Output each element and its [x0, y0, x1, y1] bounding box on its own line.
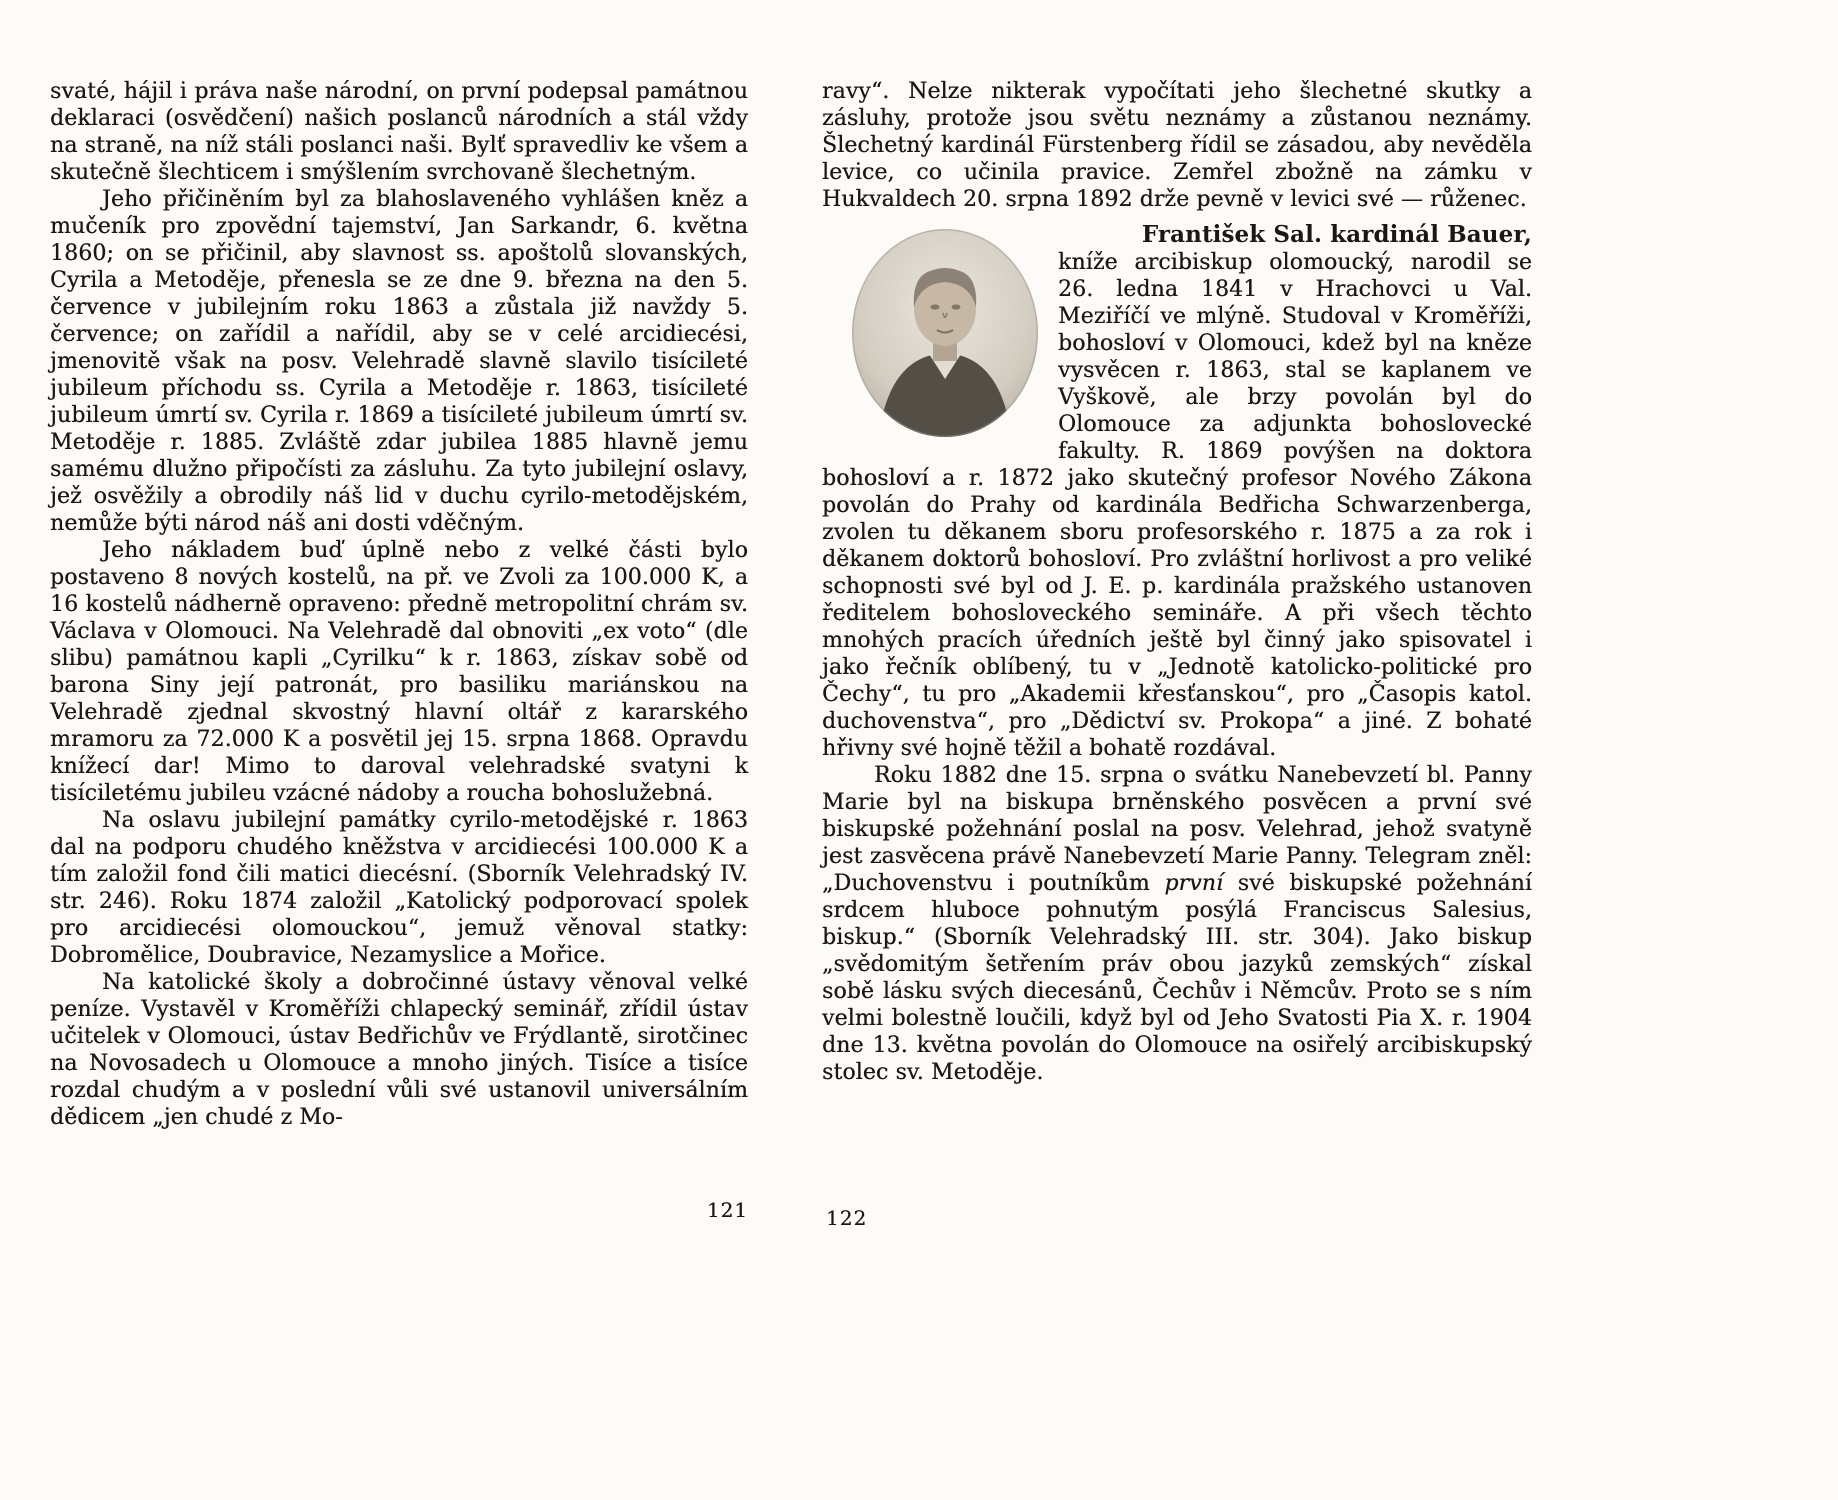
paragraph: kníže arcibiskup olomoucký, narodil se 26. ledna 1841 v Hrachovci u Val. Meziříčí ve mlýně. Studoval v Kroměříži, bohosloví v Olomouci, kdež byl na kněze vysvěcen r. 1863, stal se kaplanem ve Vyškově, ale brzy povolán byl do Olomouce za adjunkta bohoslovecké fakulty. R. 1869 povýšen na doktora bohosloví a r. 1872 jako skutečný profesor Nového Zákona povolán do Prahy od kardinála Bedřicha Schwarzenberga, zvolen tu děkanem sboru profesorského r. 1875 a za rok i děkanem doktorů bohosloví. Pro zvláštní horlivost a pro veliké schopnosti své byl od J. E. p. kardinála pražského ustanoven ředitelem bohosloveckého semináře. A při všech těchto mnohých pracích úředních ještě byl činný jako spisovatel i jako řečník oblíbený, tu v „Jednotě katolicko-politické pro Čechy“, tu pro „Akademii křesťanskou“, pro „Časopis katol. duchovenstva“, pro „Dědictví sv. Prokopa“ a jiné. Z bohaté hřivny své hojně těžil a bohatě rozdával. [822, 250, 1532, 761]
paragraph [822, 762, 1532, 1086]
paragraph: ravy“. Nelze nikterak vypočítati jeho šlechetné skutky a zásluhy, protože jsou světu neznámy a zůstanou neznámy. Šlechetný kardinál Fürstenberg řídil se zásadou, aby nevěděla levice, co učinila pravice. Zemřel zbožně na zámku v Hukvaldech 20. srpna 1892 drže pevně v levici své — růženec. [822, 79, 1532, 212]
page-number: 122 [826, 1206, 868, 1230]
italic-word: první [1164, 871, 1224, 896]
paragraph-text: Roku 1882 dne 15. srpna o svátku Nanebevzetí bl. Panny Marie byl na biskupa brněnského posvěcen a první své biskupské požehnání poslal na posv. Velehrad, jehož svatyně jest zasvěcena právě Nanebevzetí Marie Panny. Telegram zněl: „Duchovenstvu i poutníkům [822, 763, 1532, 896]
bio-heading: František Sal. kardinál Bauer, [1141, 221, 1532, 248]
left-page [50, 78, 748, 1131]
biography-section [822, 221, 1532, 762]
paragraph: Jeho nákladem buď úplně nebo z velké části bylo postaveno 8 nových kostelů, na př. ve Zvoli za 100.000 K, a 16 kostelů nádherně opraveno: předně metropolitní chrám sv. Václava v Olomouci. Na Velehradě dal obnoviti „ex voto“ (dle slibu) památnou kapli „Cyrilku“ k r. 1863, získav sobě od barona Siny její patronát, pro basiliku mariánskou na Velehradě zjednal skvostný hlavní oltář z kararského mramoru za 72.000 K a posvětil jej 15. srpna 1868. Opravdu knížecí dar! Mimo to daroval velehradské svatyni k tisíciletému jubileu vzácné nádoby a roucha bohoslužebná. [50, 538, 748, 806]
right-page [822, 78, 1532, 1086]
portrait-photo-graphic [850, 227, 1040, 439]
paragraph: Na katolické školy a dobročinné ústavy věnoval velké peníze. Vystavěl v Kroměříži chlapecký seminář, zřídil ústav učitelek v Olomouci, ústav Bedřichův ve Frýdlantě, sirotčinec na Novosadech u Olomouce a mnoho jiných. Tisíce a tisíce rozdal chudým a v poslední vůli své ustanovil universálním dědicem „jen chudé z Mo- [50, 970, 748, 1130]
paragraph: Na oslavu jubilejní památky cyrilo-metodějské r. 1863 dal na podporu chudého kněžstva v arcidiecési 100.000 K a tím založil fond čili matici diecésní. (Sborník Velehradský IV. str. 246). Roku 1874 založil „Katolický podporovací spolek pro arcidiecési olomouckou“, jemuž věnoval statky: Dobromělice, Doubravice, Nezamyslice a Mořice. [50, 808, 748, 968]
paragraph: Jeho přičiněním byl za blahoslaveného vyhlášen kněz a mučeník pro zpovědní tajemství, Jan Sarkandr, 6. května 1860; on se přičinil, aby slavnost ss. apoštolů slovanských, Cyrila a Metoděje, přenesla se ze dne 9. března na den 5. července v jubilejním roku 1863 a zůstala již navždy 5. července; on zařídil a nařídil, aby se v celé arcidiecési, jmenovitě však na posv. Velehradě slavně slavilo tisícileté jubileum příchodu ss. Cyrila a Metoděje r. 1863, tisícileté jubileum úmrtí sv. Cyrila r. 1869 a tisícileté jubileum úmrtí sv. Metoděje r. 1885. Zvláště zdar jubilea 1885 hlavně jemu samému dlužno připočísti za zásluhu. Za tyto jubilejní oslavy, jež osvěžily a obrodily náš lid v duchu cyrilo-metodějském, nemůže býti národ náš ani dosti vděčným. [50, 187, 748, 536]
page-number: 121 [706, 1198, 748, 1222]
paragraph: svaté, hájil i práva naše národní, on první podepsal památnou deklaraci (osvědčení) našich poslanců národních a stál vždy na straně, na níž stáli poslanci naši. Bylť spravedliv ke všem a skutečně šlechticem i smýšlením svrchovaně šlechetným. [50, 79, 748, 185]
cardinal-bauer-portrait [850, 227, 1040, 439]
paragraph-text: své biskupské požehnání srdcem hluboce pohnutým posýlá Franciscus Salesius, biskup.“ (Sborník Velehradský III. str. 304). Jako biskup „svědomitým šetřením práv obou jazyků zemských“ získal sobě lásku svých diecesánů, Čechův i Němcův. Proto se s ním velmi bolestně loučili, když byl od Jeho Svatosti Pia X. r. 1904 dne 13. května povolán do Olomouce na osiřelý arcibiskupský stolec sv. Metoděje. [822, 871, 1532, 1085]
